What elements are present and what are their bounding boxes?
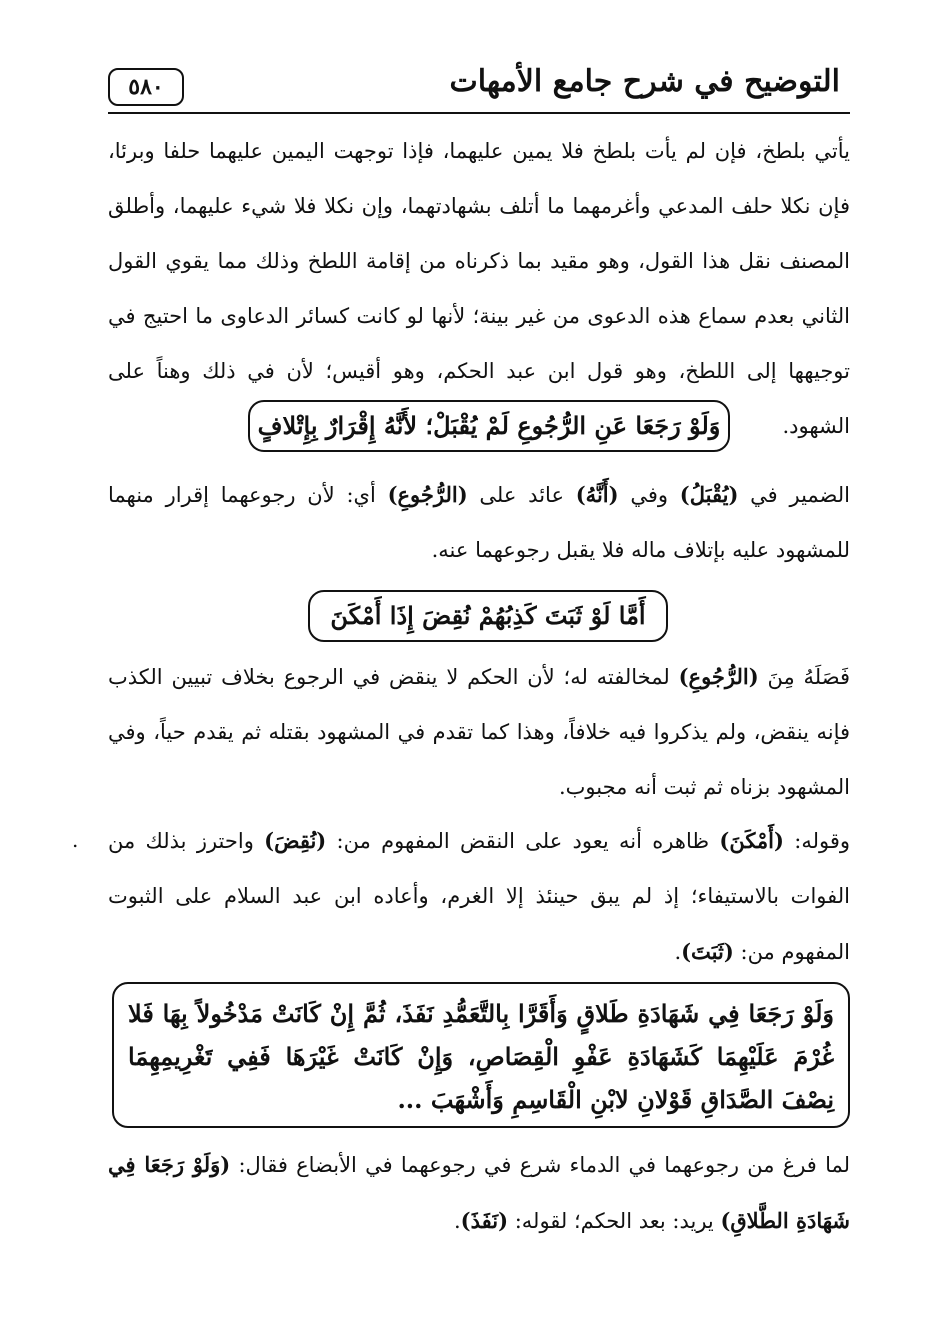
running-title: التوضيح في شرح جامع الأمهات	[449, 64, 840, 99]
quoted-term: (ثَبَتَ)	[681, 939, 734, 964]
text-segment: .	[453, 1209, 461, 1233]
page-number: ٥٨٠	[108, 68, 184, 106]
paragraph-4	[108, 813, 850, 980]
text-segment: وقوله:	[783, 829, 851, 853]
quoted-term: (نُقِضَ)	[264, 828, 327, 853]
margin-dot: .	[72, 828, 79, 852]
matn-box-3: وَلَوْ رَجَعَا فِي شَهَادَةِ طَلاقٍ وَأَقَرَّا بِالتَّعَمُّدِ نَفَذَ، ثُمَّ إِنْ كَانَتْ مَدْخُولاً بِهَا فَلا غُرْمَ عَلَيْهِمَا كَشَهَادَةِ عَفْوِ الْقِصَاصِ، وَإِنْ كَانَتْ غَيْرَهَا فَفِي تَغْرِيمِهِمَا نِصْفَ الصَّدَاقِ قَوْلانِ لابْنِ الْقَاسِمِ وَأَشْهَبَ ...	[112, 982, 850, 1128]
paragraph-2	[108, 467, 850, 578]
quoted-term: (الرُّجُوعِ)	[387, 482, 468, 507]
quoted-term: (وَلَوْ رَجَعَا فِي شَهَادَةِ الطَّلاقِ)	[108, 1152, 850, 1233]
matn-box-2: أَمَّا لَوْ ثَبَتَ كَذِبُهُمْ نُقِضَ إِذَا أَمْكَنَ	[308, 590, 668, 642]
paragraph-5	[108, 1137, 850, 1249]
text-segment: عائد على	[467, 483, 576, 507]
quoted-term: (يُقْبَلُ)	[679, 482, 739, 507]
paragraph-3	[108, 649, 850, 815]
quoted-term: (نَفَذَ)	[460, 1208, 509, 1233]
quoted-term: (أَمْكَنَ)	[719, 828, 784, 853]
matn-box-1: وَلَوْ رَجَعَا عَنِ الرُّجُوعِ لَمْ يُقْبَلْ؛ لأَنَّهُ إِقْرَارٌ بِإِتْلافٍ	[248, 400, 730, 452]
text-segment: لمخالفته له؛ لأن الحكم لا ينقض في الرجوع بخلاف تبيين الكذب فإنه ينقض، ولم يذكروا فيه خلافاً، وهذا كما تقدم في المشهود بقتله ثم يقدم حياً، وفي المشهود بزناه ثم ثبت أنه مجبوب.	[108, 665, 850, 799]
quoted-term: (أَنَّهُ)	[575, 482, 619, 507]
text-segment: .	[674, 940, 682, 964]
text-segment: يريد: بعد الحكم؛ لقوله:	[508, 1209, 721, 1233]
paragraph-1: يأتي بلطخ، فإن لم يأت بلطخ فلا يمين عليهما، فإذا توجهت اليمين عليهما حلفا وبرئا، فإن نكلا حلف المدعي وأغرمهما ما أتلف بشهادتهما، وإن نكلا فلا شيء عليهما، وأطلق المصنف نقل هذا القول، وهو مقيد بما ذكرناه من إقامة اللطخ وذلك مما يقوي القول الثاني بعدم سماع هذه الدعوى من غير بينة؛ لأنها لو كانت كسائر الدعاوى ما احتيج في توجيهها إلى اللطخ، وهو قول ابن عبد الحكم، وهو أقيس؛ لأن في ذلك وهناً على الشهود.	[108, 139, 850, 438]
text-segment: ظاهره أنه يعود على النقض المفهوم من:	[326, 829, 720, 853]
text-segment: فَصَلَهُ مِنَ	[758, 665, 851, 689]
page-header	[108, 60, 850, 114]
text-segment: الضمير في	[738, 483, 850, 507]
text-segment: وفي	[618, 483, 680, 507]
text-segment: لما فرغ من رجوعهما في الدماء شرع في رجوعهما في الأبضاع فقال:	[230, 1153, 851, 1177]
text-segment: واحترز بذلك من الفوات بالاستيفاء؛ إذ لم يبق حينئذ إلا الغرم، وأعاده ابن عبد السلام على الثبوت المفهوم من:	[108, 829, 850, 964]
quoted-term: (الرُّجُوعِ)	[678, 664, 759, 689]
text-segment: أي: لأن رجوعهما إقرار منهما للمشهود عليه بإتلاف ماله فلا يقبل رجوعهما عنه.	[108, 483, 850, 562]
